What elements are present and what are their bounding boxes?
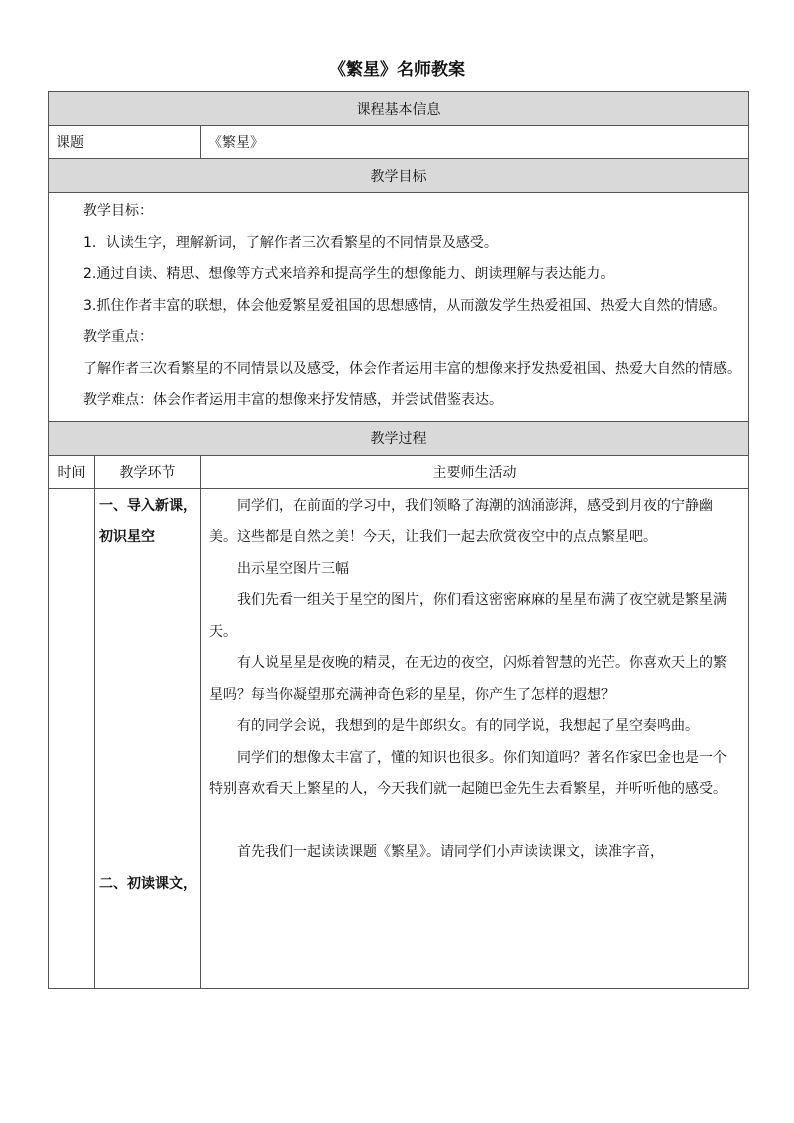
key-points-heading: 教学重点： [83, 329, 153, 345]
blank-line [209, 806, 740, 838]
activity-paragraph: 有人说星星是夜晚的精灵，在无边的夜空，闪烁着智慧的光芒。你喜欢天上的繁星吗？每当你凝望那充满神奇色彩的星星，你产生了怎样的遐想？ [209, 655, 727, 703]
activity-paragraph: 同学们，在前面的学习中，我们领略了海潮的汹涌澎湃，感受到月夜的宁静幽美。这些都是自然之美！今天，让我们一起去欣赏夜空中的点点繁星吧。 [209, 497, 713, 545]
process-header: 教学过程 [49, 421, 749, 455]
objectives-paragraph: 3.抓住作者丰富的联想，体会他爱繁星爱祖国的思想感情，从而激发学生热爱祖国、热爱大自然的情感。 [83, 297, 727, 314]
activity-paragraph: 我们先看一组关于星空的图片，你们看这密密麻麻的星星布满了夜空就是繁星满天。 [209, 592, 727, 640]
stage-1-label: 一、导入新课，初识星空 [99, 497, 197, 545]
key-points-paragraph: 了解作者三次看繁星的不同情景以及感受，体会作者运用丰富的想像来抒发热爱祖国、热爱大自然的情感。 [83, 360, 741, 377]
objectives-content [49, 193, 749, 422]
objectives-paragraph: 1．认读生字，理解新词，了解作者三次看繁星的不同情景及感受。 [83, 234, 498, 251]
objectives-paragraph: 教学目标： [83, 203, 153, 219]
difficulties-paragraph: 教学难点：体会作者运用丰富的想像来抒发情感，并尝试借鉴表达。 [83, 392, 503, 408]
activity-paragraph: 有的同学会说，我想到的是牛郎织女。有的同学说，我想起了星空奏鸣曲。 [237, 718, 699, 734]
stage-cell [95, 488, 201, 988]
activity-cell [201, 488, 749, 988]
lesson-plan-table [48, 91, 749, 989]
activity-paragraph: 首先我们一起读读课题《繁星》。请同学们小声读读课文，读准字音， [237, 844, 664, 860]
activity-paragraph: 出示星空图片三幅 [237, 560, 349, 577]
objectives-paragraph: 2.通过自读、精思、想像等方式来培养和提高学生的想像能力、朗读理解与表达能力。 [83, 266, 615, 282]
topic-label: 课题 [49, 126, 201, 159]
column-header-stage: 教学环节 [95, 455, 201, 488]
document-title: 《繁星》名师教案 [329, 60, 465, 80]
time-cell [49, 488, 95, 988]
topic-value: 《繁星》 [201, 126, 749, 159]
activity-paragraph: 同学们的想像太丰富了，懂的知识也很多。你们知道吗？著名作家巴金也是一个特别喜欢看天上繁星的人，今天我们就一起随巴金先生去看繁星，并听听他的感受。 [209, 749, 727, 797]
stage-2-label: 二、初读课文， [99, 875, 197, 892]
column-header-time: 时间 [49, 455, 95, 488]
column-header-activity: 主要师生活动 [201, 455, 749, 488]
basic-info-header: 课程基本信息 [49, 92, 749, 126]
objectives-header: 教学目标 [49, 159, 749, 193]
